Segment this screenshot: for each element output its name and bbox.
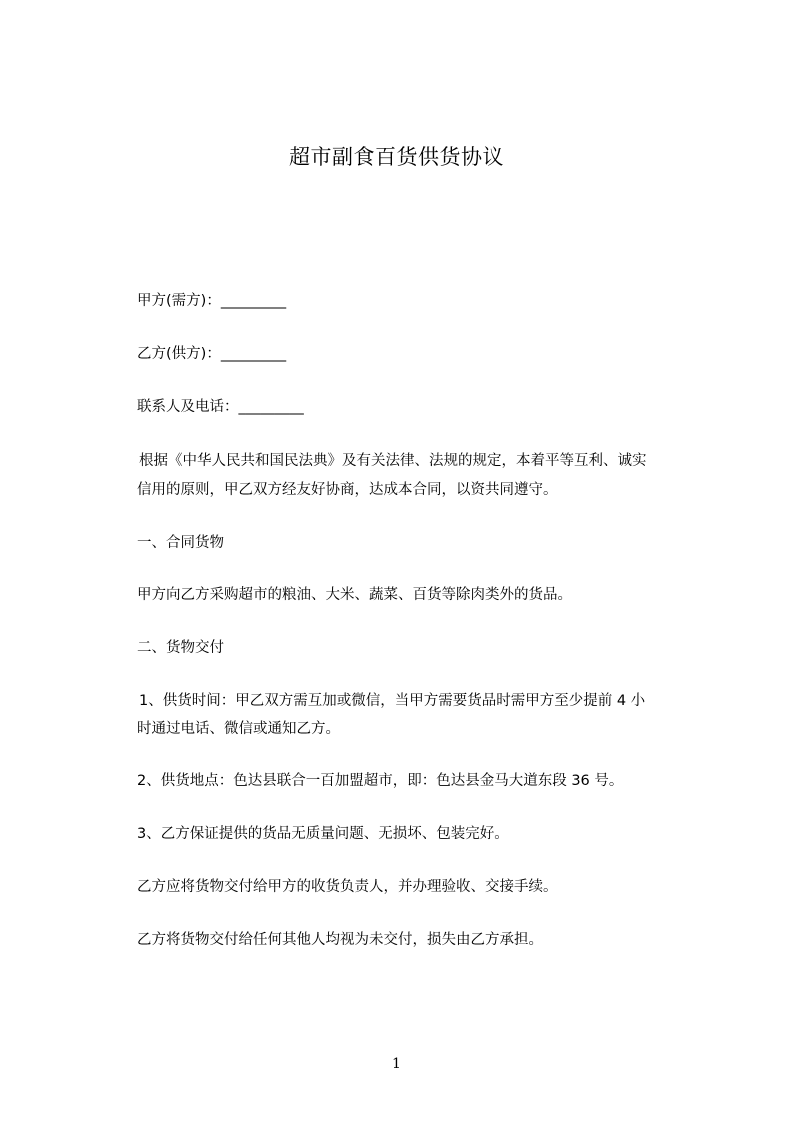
contact-label: 联系人及电话：	[137, 399, 239, 415]
document-title: 超市副食百货供货协议	[289, 145, 504, 169]
contact-blank: _________	[238, 399, 304, 415]
party-a-label: 甲方(需方)：	[137, 293, 221, 309]
party-a-blank: _________	[220, 293, 287, 309]
delivery-text: 乙方应将货物交付给甲方的收货负责人，并办理验收、交接手续。	[137, 879, 558, 895]
party-a-line	[137, 290, 707, 312]
party-b-line	[137, 343, 707, 365]
section-2-heading: 二、货物交付	[137, 640, 224, 656]
contact-line	[137, 396, 707, 418]
item-2: 2、供货地点：色达县联合一百加盟超市，即：色达县金马大道东段 36 号。	[137, 773, 624, 789]
party-b-label: 乙方(供方)：	[137, 346, 221, 362]
page-number: 1	[392, 1056, 401, 1072]
section-1-heading: 一、合同货物	[137, 535, 224, 551]
item-1-line-2: 时通过电话、微信或通知乙方。	[137, 721, 340, 737]
item-1-line-1: 1、供货时间：甲乙双方需互加或微信，当甲方需要货品时需甲方至少提前 4 小	[139, 693, 646, 709]
liability-text: 乙方将货物交付给任何其他人均视为未交付，损失由乙方承担。	[137, 932, 543, 948]
item-3: 3、乙方保证提供的货品无质量问题、无损坏、包装完好。	[137, 826, 509, 842]
party-b-blank: _________	[220, 346, 287, 362]
intro-line-2: 信用的原则，甲乙双方经友好协商，达成本合同，以资共同遵守。	[137, 482, 558, 498]
section-1-text: 甲方向乙方采购超市的粮油、大米、蔬菜、百货等除肉类外的货品。	[137, 587, 572, 603]
intro-line-1: 根据《中华人民共和国民法典》及有关法律、法规的规定，本着平等互利、诚实	[139, 453, 647, 469]
